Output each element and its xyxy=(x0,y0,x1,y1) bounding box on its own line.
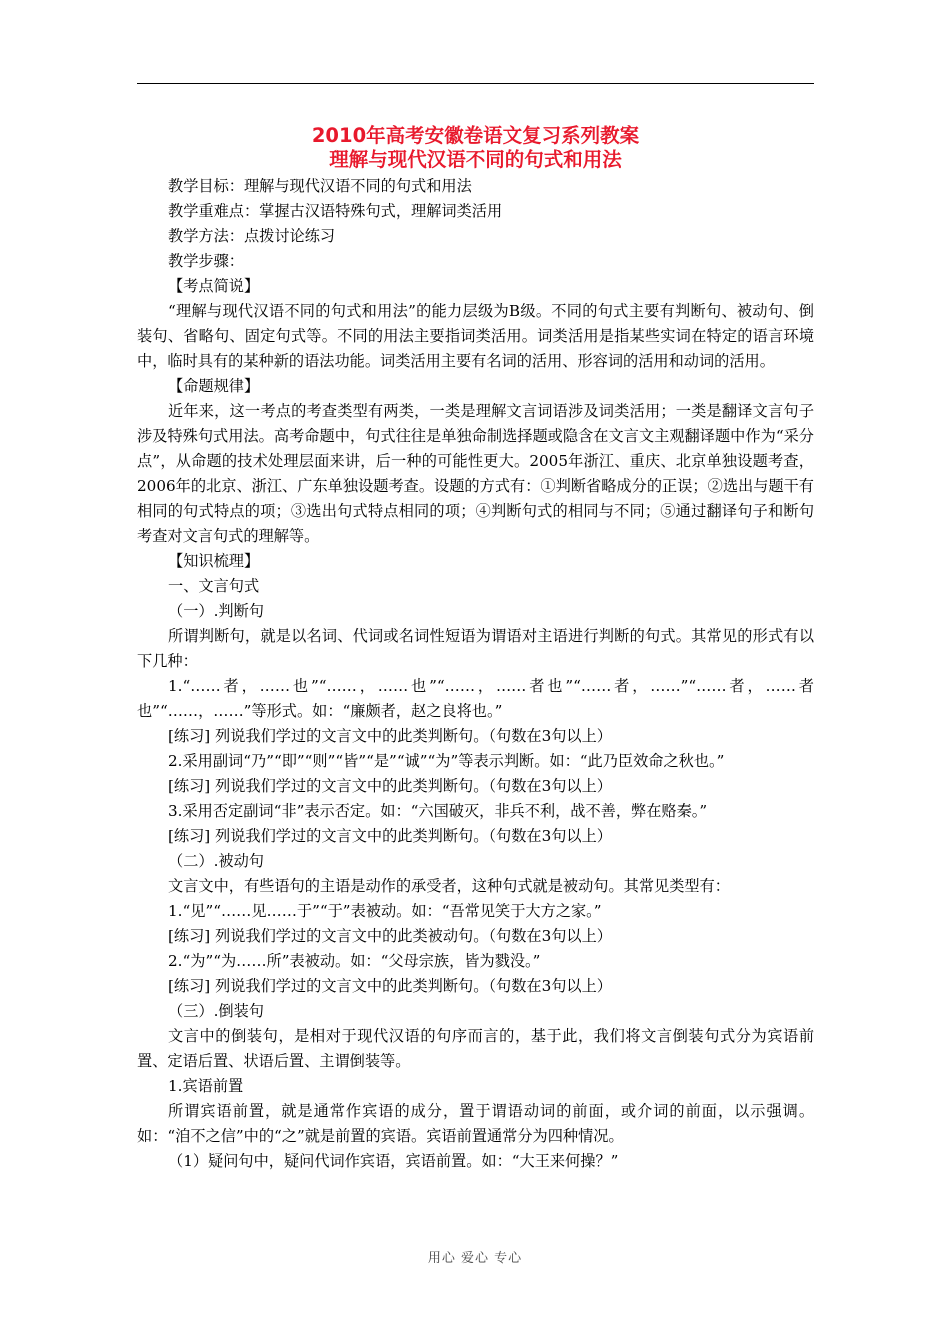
exercise-line: [练习] 列说我们学过的文言文中的此类判断句。（句数在3句以上） xyxy=(168,977,612,995)
exercise-line: [练习] 列说我们学过的文言文中的此类被动句。（句数在3句以上） xyxy=(168,927,612,945)
paragraph: 2.“为”“为……所”表被动。如：“父母宗族，皆为戮没。” xyxy=(168,952,541,970)
paragraph: （一）.判断句 xyxy=(168,602,264,620)
paragraph: 教学步骤： xyxy=(168,252,244,270)
paragraph: “理解与现代汉语不同的句式和用法”的能力层级为B级。不同的句式主要有判断句、被动句、倒装句、省略句、固定句式等。不同的用法主要指词类活用。词类活用是指某些实词在特定的语言环境中，临时具有的某种新的语法功能。词类活用主要有名词的活用、形容词的活用和动词的活用。 xyxy=(137,302,814,370)
section-heading: 【考点简说】 xyxy=(168,277,260,295)
paragraph: 教学目标：理解与现代汉语不同的句式和用法 xyxy=(168,177,472,195)
exercise-line: [练习] 列说我们学过的文言文中的此类判断句。（句数在3句以上） xyxy=(168,727,612,745)
document-body xyxy=(137,174,814,1174)
document-subtitle: 理解与现代汉语不同的句式和用法 xyxy=(329,148,622,171)
exercise-line: [练习] 列说我们学过的文言文中的此类判断句。（句数在3句以上） xyxy=(168,827,612,845)
paragraph: 1.“见”“……见……于”“于”表被动。如：“吾常见笑于大方之家。” xyxy=(168,902,602,920)
paragraph: 1.“……者，……也”“……，……也”“……，……者也”“……者，……”“……者，……者也”“……，……”等形式。如：“廉颇者，赵之良将也。” xyxy=(137,677,814,720)
paragraph: 近年来，这一考点的考查类型有两类，一类是理解文言词语涉及词类活用；一类是翻译文言句子涉及特殊句式用法。高考命题中，句式往往是单独命制选择题或隐含在文言文主观翻译题中作为“采分点”，从命题的技术处理层面来讲，后一种的可能性更大。2005年浙江、重庆、北京单独设题考查，2006年的北京、浙江、广东单独设题考查。设题的方式有：①判断省略成分的正误；②选出与题干有相同的句式特点的项；③选出句式特点相同的项；④判断句式的相同与不同；⑤通过翻译句子和断句考查对文言句式的理解等。 xyxy=(137,402,814,545)
header-rule xyxy=(137,83,814,84)
paragraph: 教学重难点：掌握古汉语特殊句式，理解词类活用 xyxy=(168,202,503,220)
section-heading: 【知识梳理】 xyxy=(168,552,260,570)
paragraph: 文言中的倒装句，是相对于现代汉语的句序而言的，基于此，我们将文言倒装句式分为宾语前置、定语后置、状语后置、主谓倒装等。 xyxy=(137,1027,814,1070)
section-heading: 【命题规律】 xyxy=(168,377,260,395)
paragraph: （三）.倒装句 xyxy=(168,1002,264,1020)
page-footer: 用心 爱心 专心 xyxy=(427,1251,523,1266)
paragraph: （1）疑问句中，疑问代词作宾语，宾语前置。如：“大王来何操？” xyxy=(168,1152,619,1170)
exercise-line: [练习] 列说我们学过的文言文中的此类判断句。（句数在3句以上） xyxy=(168,777,612,795)
paragraph: 1.宾语前置 xyxy=(168,1077,244,1095)
paragraph: 教学方法：点拨讨论练习 xyxy=(168,227,336,245)
paragraph: 文言文中，有些语句的主语是动作的承受者，这种句式就是被动句。其常见类型有： xyxy=(168,877,730,895)
paragraph: 2.采用副词“乃”“即”“则”“皆”“是”“诚”“为”等表示判断。如：“此乃臣效命之秋也。” xyxy=(168,752,725,770)
document-title: 2010年高考安徽卷语文复习系列教案 xyxy=(311,124,640,147)
paragraph: （二）.被动句 xyxy=(168,852,264,870)
paragraph: 3.采用否定副词“非”表示否定。如：“六国破灭，非兵不利，战不善，弊在赂秦。” xyxy=(168,802,708,820)
paragraph: 所谓宾语前置，就是通常作宾语的成分，置于谓语动词的前面，或介词的前面，以示强调。如：“洎不之信”中的“之”就是前置的宾语。宾语前置通常分为四种情况。 xyxy=(137,1102,814,1145)
paragraph: 一、文言句式 xyxy=(168,577,260,595)
paragraph: 所谓判断句，就是以名词、代词或名词性短语为谓语对主语进行判断的句式。其常见的形式有以下几种： xyxy=(137,627,814,670)
